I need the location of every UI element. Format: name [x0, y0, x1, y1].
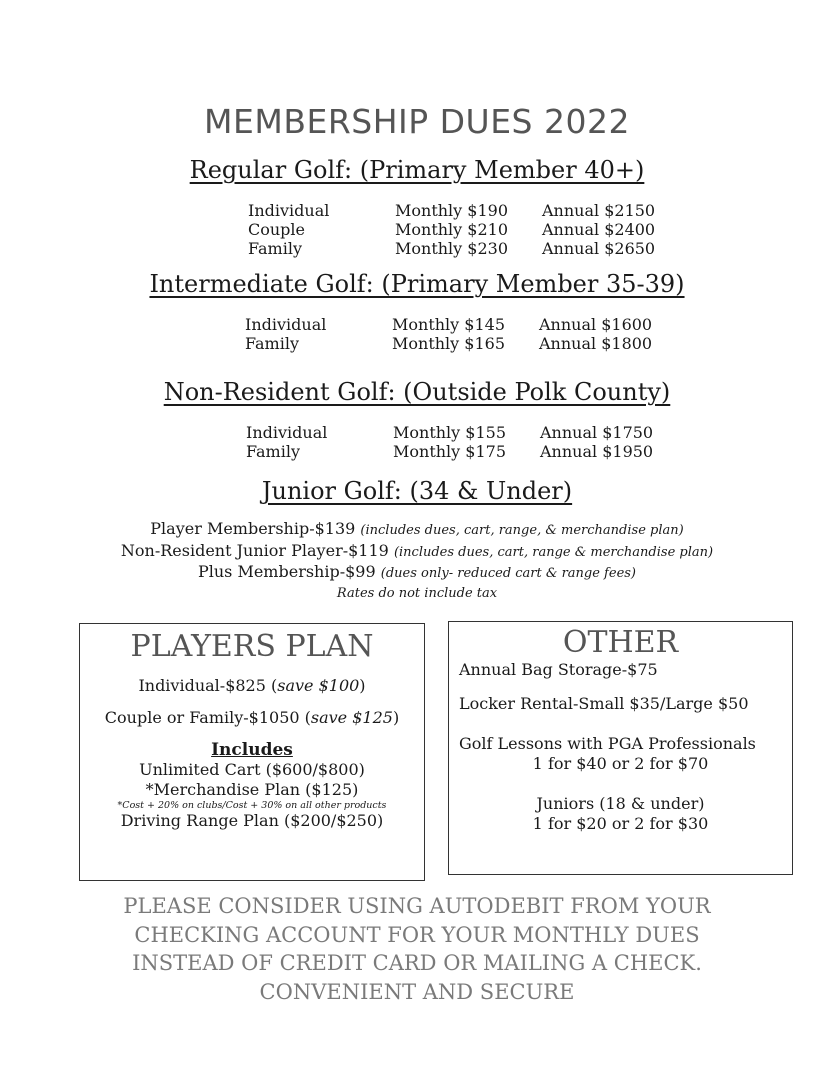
monthly-rate: Monthly $155 [393, 423, 507, 442]
couple-price: Couple or Family-$1050 ( [104, 708, 311, 727]
juniors-lessons: Juniors (18 & under) [536, 794, 705, 813]
junior-option: Non-Resident Junior Player-$119 [120, 540, 389, 560]
unlimited-cart: Unlimited Cart ($600/$800) [139, 760, 365, 779]
regular-golf-heading: Regular Golf: (Primary Member 40+) [189, 156, 645, 184]
monthly-rate: Monthly $175 [393, 442, 507, 461]
notice-line: CHECKING ACCOUNT FOR YOUR MONTHLY DUES [134, 922, 700, 947]
junior-option: Player Membership-$139 [150, 519, 356, 538]
other-box [448, 621, 793, 875]
membership-type: Individual [245, 315, 327, 334]
junior-line [0, 519, 834, 541]
notice-line: PLEASE CONSIDER USING AUTODEBIT FROM YOUR [123, 894, 711, 918]
junior-line [0, 562, 834, 584]
individual-price: Individual-$825 ( [138, 676, 278, 695]
annual-rate: Annual $1950 [540, 442, 654, 461]
page-title: MEMBERSHIP DUES 2022 [204, 102, 630, 141]
junior-option-note: (includes dues, cart, range & merchandise plan) [393, 544, 714, 560]
monthly-rate: Monthly $145 [392, 315, 506, 334]
tax-note: Rates do not include tax [336, 585, 498, 601]
players-plan-heading: PLAYERS PLAN [130, 629, 374, 664]
monthly-rate: Monthly $210 [395, 220, 509, 239]
other-heading: OTHER [562, 625, 679, 660]
monthly-rate: Monthly $190 [395, 201, 509, 220]
players-plan-individual [80, 676, 424, 696]
driving-range-plan: Driving Range Plan ($200/$250) [120, 811, 384, 830]
merchandise-note: *Cost + 20% on clubs/Cost + 30% on all other products [117, 800, 387, 811]
junior-option-note: (includes dues, cart, range, & merchandise plan) [360, 523, 684, 538]
players-plan-couple [80, 708, 424, 728]
membership-type: Family [246, 442, 300, 461]
golf-lessons: Golf Lessons with PGA Professionals [459, 734, 756, 753]
membership-type: Individual [246, 423, 328, 442]
intermediate-golf-heading: Intermediate Golf: (Primary Member 35-39) [149, 270, 685, 298]
couple-savings: save $125 [310, 708, 393, 727]
junior-option-note: (dues only- reduced cart & range fees) [380, 566, 637, 581]
annual-rate: Annual $1600 [539, 315, 653, 334]
annual-rate: Annual $1750 [540, 423, 654, 442]
nonresident-golf-heading: Non-Resident Golf: (Outside Polk County) [163, 378, 671, 406]
locker-rental: Locker Rental-Small $35/Large $50 [459, 694, 749, 713]
individual-savings: save $100 [277, 676, 360, 695]
junior-line [0, 541, 834, 563]
membership-type: Couple [248, 220, 306, 239]
junior-golf-details [0, 519, 834, 603]
notice-line: CONVENIENT AND SECURE [259, 979, 575, 1004]
players-plan-box [79, 623, 425, 881]
golf-lessons-price: 1 for $40 or 2 for $70 [532, 754, 709, 773]
annual-rate: Annual $2400 [542, 220, 656, 239]
notice-line: INSTEAD OF CREDIT CARD OR MAILING A CHECK. [132, 951, 702, 975]
bag-storage: Annual Bag Storage-$75 [459, 660, 658, 679]
monthly-rate: Monthly $165 [392, 334, 506, 353]
autodebit-notice [0, 892, 834, 1006]
annual-rate: Annual $2150 [542, 201, 656, 220]
monthly-rate: Monthly $230 [395, 239, 509, 258]
close-paren: ) [359, 676, 366, 695]
membership-type: Family [245, 334, 299, 353]
close-paren: ) [392, 708, 400, 727]
membership-type: Individual [248, 201, 330, 220]
juniors-lessons-price: 1 for $20 or 2 for $30 [532, 814, 709, 833]
junior-option: Plus Membership-$99 [197, 562, 376, 581]
junior-golf-heading: Junior Golf: (34 & Under) [261, 477, 573, 505]
annual-rate: Annual $1800 [539, 334, 653, 353]
annual-rate: Annual $2650 [542, 239, 656, 258]
merchandise-plan: *Merchandise Plan ($125) [145, 780, 359, 799]
membership-type: Family [248, 239, 302, 258]
includes-label: Includes [211, 740, 293, 760]
